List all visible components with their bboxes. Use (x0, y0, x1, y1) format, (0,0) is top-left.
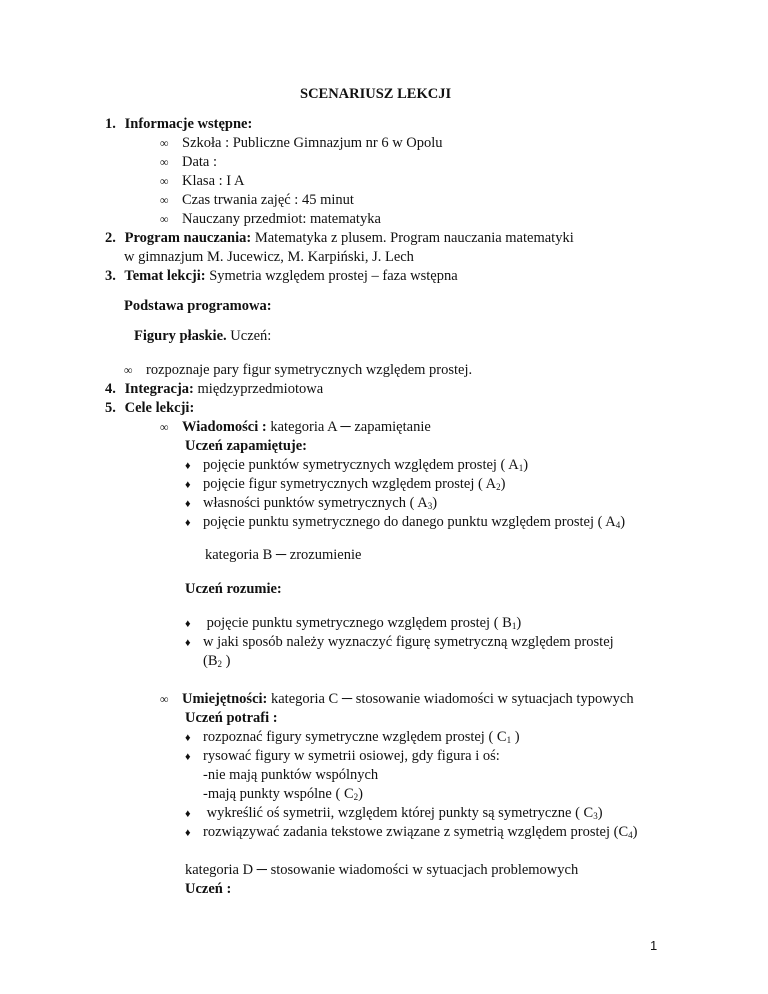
section-5-heading: 5. Cele lekcji: (105, 400, 195, 416)
diamond-bullet-icon: ♦ (185, 517, 191, 529)
list-item: ∞ Szkoła : Publiczne Gimnazjum nr 6 w Opolu (160, 135, 443, 151)
diamond-bullet-icon: ♦ (185, 460, 191, 472)
list-item: ♦ rysować figury w symetrii osiowej, gdy figura i oś: (185, 747, 500, 767)
list-item: ♦ pojęcie figur symetrycznych względem prostej ( $A_2$) (185, 475, 505, 495)
infinity-bullet-icon: ∞ (124, 363, 133, 377)
page-title: SCENARIUSZ LEKCJI (300, 86, 452, 102)
page-number: 1 (650, 938, 658, 953)
diamond-bullet-icon: ♦ (185, 751, 191, 763)
section-1-heading: 1. Informacje wstępne: (105, 116, 253, 132)
list-item-continuation: ($B_2$ ) (203, 653, 231, 669)
list-item: ♦ własności punktów symetrycznych ( $A_3$) (185, 494, 437, 514)
list-subitem: -nie mają punktów wspólnych (203, 767, 379, 783)
list-item: ∞ Klasa : I A (160, 173, 245, 189)
list-item: ♦ pojęcie punktów symetrycznych względem prostej ( $A_1$) (185, 456, 528, 476)
list-item: ♦ rozpoznać figury symetryczne względem prostej ( $C_1$ ) (185, 728, 520, 748)
list-item: ♦ pojęcie punktu symetrycznego do danego punktu względem prostej ( $A_4$) (185, 513, 625, 533)
infinity-bullet-icon: ∞ (160, 212, 169, 226)
infinity-bullet-icon: ∞ (160, 155, 169, 169)
diamond-bullet-icon: ♦ (185, 827, 191, 839)
list-item: ♦ rozwiązywać zadania tekstowe związane z symetrią względem prostej $(C_4)$ (185, 823, 637, 843)
section-2: 2. Program nauczania: Matematyka z plusem. Program nauczania matematyki (105, 230, 574, 246)
list-item: ∞ Nauczany przedmiot: matematyka (160, 211, 381, 227)
umiejetnosci-line: ∞ Umiejętności: kategoria C ─ stosowanie wiadomości w sytuacjach typowych (160, 691, 634, 707)
uczen-zapamietuje: Uczeń zapamiętuje: (185, 438, 307, 454)
list-item: ♦ pojęcie punktu symetrycznego względem prostej ( $B_1$) (185, 614, 521, 634)
list-subitem: -mają punkty wspólne ( $C_2$) (203, 786, 363, 802)
uczen-d: Uczeń : (185, 881, 232, 897)
infinity-bullet-icon: ∞ (160, 692, 169, 706)
section-3: 3. Temat lekcji: Symetria względem prostej – faza wstępna (105, 268, 458, 284)
wiadomosci-line: ∞ Wiadomości : kategoria A ─ zapamiętanie (160, 419, 431, 435)
diamond-bullet-icon: ♦ (185, 808, 191, 820)
list-item: ♦ wykreślić oś symetrii, względem której punkty są symetryczne ( $C_3$) (185, 804, 603, 824)
infinity-bullet-icon: ∞ (160, 136, 169, 150)
uczen-potrafi: Uczeń potrafi : (185, 710, 278, 726)
section-4: 4. Integracja: międzyprzedmiotowa (105, 381, 324, 397)
infinity-bullet-icon: ∞ (160, 420, 169, 434)
list-item: ∞ Czas trwania zajęć : 45 minut (160, 192, 354, 208)
kategoria-d: kategoria D ─ stosowanie wiadomości w sytuacjach problemowych (185, 862, 579, 878)
diamond-bullet-icon: ♦ (185, 732, 191, 744)
uczen-rozumie: Uczeń rozumie: (185, 581, 282, 597)
podstawa-heading: Podstawa programowa: (124, 298, 272, 314)
list-item: ∞ Data : (160, 154, 218, 170)
section-2-continuation: w gimnazjum M. Jucewicz, M. Karpiński, J. Lech (124, 249, 414, 265)
list-item: ∞ rozpoznaje pary figur symetrycznych względem prostej. (124, 362, 473, 378)
podstawa-subheading: Figury płaskie. Uczeń: (134, 328, 272, 344)
list-item: ♦ w jaki sposób należy wyznaczyć figurę symetryczną względem prostej (185, 633, 614, 653)
infinity-bullet-icon: ∞ (160, 193, 169, 207)
diamond-bullet-icon: ♦ (185, 498, 191, 510)
diamond-bullet-icon: ♦ (185, 479, 191, 491)
diamond-bullet-icon: ♦ (185, 618, 191, 630)
kategoria-b: kategoria B ─ zrozumienie (205, 547, 362, 563)
diamond-bullet-icon: ♦ (185, 637, 191, 649)
infinity-bullet-icon: ∞ (160, 174, 169, 188)
